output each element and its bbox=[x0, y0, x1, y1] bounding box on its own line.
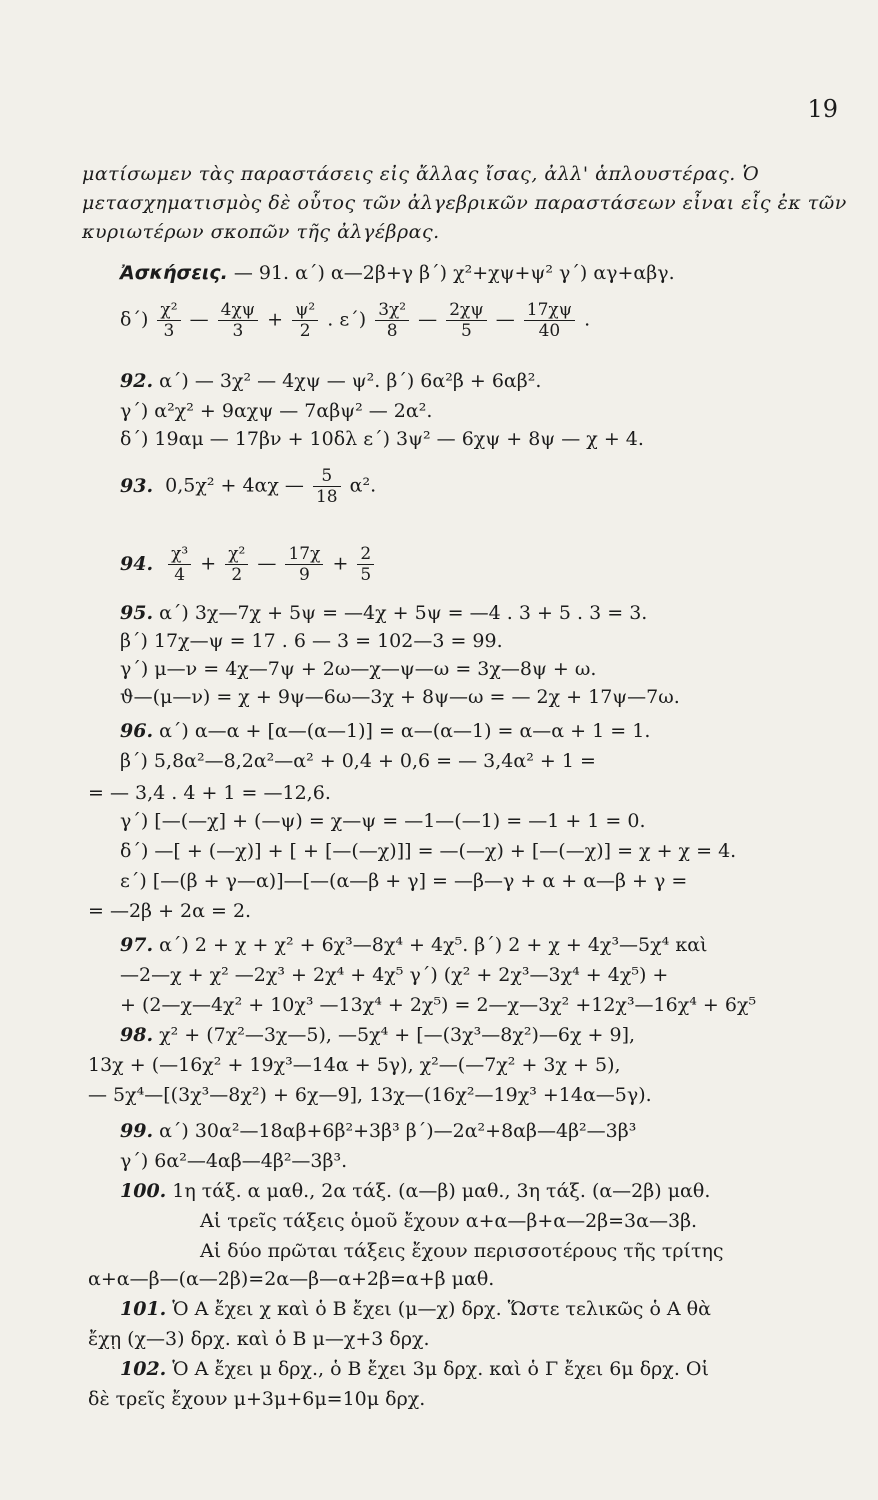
fraction: $\frac{2}{5}$ bbox=[357, 544, 374, 585]
exercise-number: 94. bbox=[120, 552, 154, 575]
operator: . bbox=[584, 308, 591, 331]
exercise-95-line-1 bbox=[120, 602, 647, 624]
exercises-heading: Ἀσκήσεις. bbox=[120, 262, 228, 284]
exercise-text: α². bbox=[349, 474, 377, 497]
exercise-102-line-1 bbox=[120, 1358, 709, 1380]
exercise-92-line-1 bbox=[120, 370, 541, 392]
exercise-96-line-7: = —2β + 2α = 2. bbox=[88, 900, 252, 922]
exercise-96-line-2: β΄) 5,8α²—8,2α²—α² + 0,4 + 0,6 = — 3,4α² + 1 = bbox=[120, 750, 596, 772]
exercise-98-line-1 bbox=[120, 1024, 635, 1046]
exercise-100-line-3: Αἱ δύο πρῶται τάξεις ἔχουν περισσοτέρους τῆς τρίτης bbox=[200, 1240, 724, 1262]
exercise-93 bbox=[120, 466, 376, 507]
exercise-text: Ὁ Α ἔχει χ καὶ ὁ Β ἔχει (μ—χ) δρχ. Ὥστε τελικῶς ὁ Α θὰ bbox=[172, 1298, 711, 1320]
exercise-98-line-2: 13χ + (—16χ² + 19χ³—14α + 5γ), χ²—(—7χ² + 3χ + 5), bbox=[88, 1054, 621, 1076]
exercise-102-line-2: δὲ τρεῖς ἔχουν μ+3μ+6μ=10μ δρχ. bbox=[88, 1388, 426, 1410]
exercise-number: 102. bbox=[120, 1358, 167, 1380]
fraction: $\frac{\text{3χ²}}{8}$ bbox=[375, 300, 409, 341]
operator: — bbox=[257, 552, 277, 575]
exercise-text: 1η τάξ. α μαθ., 2α τάξ. (α—β) μαθ., 3η τάξ. (α—2β) μαθ. bbox=[172, 1180, 711, 1202]
exercise-text: Ὁ Α ἔχει μ δρχ., ὁ Β ἔχει 3μ δρχ. καὶ ὁ Γ ἔχει 6μ δρχ. Οἱ bbox=[172, 1358, 709, 1380]
exercise-text: α΄) 2 + χ + χ² + 6χ³—8χ⁴ + 4χ⁵. β΄) 2 + χ + 4χ³—5χ⁴ καὶ bbox=[159, 934, 708, 956]
fraction: $\frac{\text{ψ²}}{2}$ bbox=[292, 300, 318, 341]
exercise-100-line-1 bbox=[120, 1180, 710, 1202]
intro-paragraph: ματίσωμεν τὰς παραστάσεις εἰς ἄλλας ἴσας, ἀλλ' ἁπλουστέρας. Ὁ μετασχηματισμὸς δὲ οὗτος τῶν ἀλγεβρικῶν παραστάσεων εἶναι εἷς ἐκ τῶν κυριωτέρων σκοπῶν τῆς ἀλγέβρας. bbox=[82, 163, 847, 243]
exercise-text: χ² + (7χ²—3χ—5), —5χ⁴ + [—(3χ³—8χ²)—6χ + 9], bbox=[159, 1024, 636, 1046]
exercise-text: α΄) α—α + [α—(α—1)] = α—(α—1) = α—α + 1 = 1. bbox=[159, 720, 651, 742]
exercise-text: 0,5χ² + 4αχ — bbox=[165, 474, 304, 497]
exercise-95-line-2: β΄) 17χ—ψ = 17 . 6 — 3 = 102—3 = 99. bbox=[120, 630, 503, 652]
exercise-number: 93. bbox=[120, 474, 154, 497]
fraction: $\frac{17\chi}{9}$ bbox=[285, 544, 323, 585]
exercise-96-line-5: δ΄) —[ + (—χ)] + [ + [—(—χ)]] = —(—χ) + [—(—χ)] = χ + χ = 4. bbox=[120, 840, 737, 862]
exercise-number: 100. bbox=[120, 1180, 167, 1202]
fraction: $\frac{\text{χ³}}{4}$ bbox=[168, 544, 191, 585]
exercise-94 bbox=[120, 544, 377, 585]
exercise-92-line-3: δ΄) 19αμ — 17βν + 10δλ ε΄) 3ψ² — 6χψ + 8ψ — χ + 4. bbox=[120, 428, 644, 450]
exercise-97-line-1 bbox=[120, 934, 707, 956]
exercise-96-line-6: ε΄) [—(β + γ—α)]—[—(α—β + γ] = —β—γ + α + α—β + γ = bbox=[120, 870, 688, 892]
fraction: $\frac{17\chi\psi}{40}$ bbox=[524, 300, 575, 341]
exercise-97-line-3: + (2—χ—4χ² + 10χ³ —13χ⁴ + 2χ⁵) = 2—χ—3χ² +12χ³—16χ⁴ + 6χ⁵ bbox=[120, 994, 757, 1016]
exercise-91-line-2 bbox=[120, 300, 590, 341]
exercise-96-line-1 bbox=[120, 720, 650, 742]
exercise-99-line-2: γ΄) 6α²—4αβ—4β²—3β³. bbox=[120, 1150, 348, 1172]
operator: — bbox=[418, 308, 438, 331]
part-label: . ε΄) bbox=[327, 308, 367, 331]
operator: + bbox=[200, 552, 217, 575]
exercise-100-line-2: Αἱ τρεῖς τάξεις ὁμοῦ ἔχουν α+α—β+α—2β=3α—3β. bbox=[200, 1210, 698, 1232]
exercise-97-line-2: —2—χ + χ² —2χ³ + 2χ⁴ + 4χ⁵ γ΄) (χ² + 2χ³—3χ⁴ + 4χ⁵) + bbox=[120, 964, 669, 986]
fraction: $\frac{\text{χ²}}{2}$ bbox=[225, 544, 248, 585]
exercise-96-line-3: = — 3,4 . 4 + 1 = —12,6. bbox=[88, 782, 331, 804]
exercise-91-parts-abc: — 91. α΄) α—2β+γ β΄) χ²+χψ+ψ² γ΄) αγ+αβγ. bbox=[233, 262, 675, 284]
exercise-number: 96. bbox=[120, 720, 154, 742]
fraction: $\frac{2\chi\psi}{5}$ bbox=[446, 300, 486, 341]
exercise-text: α΄) 3χ—7χ + 5ψ = —4χ + 5ψ = —4 . 3 + 5 . 3 = 3. bbox=[159, 602, 648, 624]
exercise-95-line-3: γ΄) μ—ν = 4χ—7ψ + 2ω—χ—ψ—ω = 3χ—8ψ + ω. bbox=[120, 658, 597, 680]
exercise-98-line-3: — 5χ⁴—[(3χ³—8χ²) + 6χ—9], 13χ—(16χ²—19χ³ +14α—5γ). bbox=[88, 1084, 652, 1106]
fraction: $\frac{5}{18}$ bbox=[313, 466, 341, 507]
exercise-92-line-2: γ΄) α²χ² + 9αχψ — 7αβψ² — 2α². bbox=[120, 400, 433, 422]
exercise-91-line-1 bbox=[120, 262, 675, 284]
exercise-number: 95. bbox=[120, 602, 154, 624]
exercise-text: α΄) — 3χ² — 4χψ — ψ². β΄) 6α²β + 6αβ². bbox=[159, 370, 542, 392]
exercise-101-line-2: ἔχῃ (χ—3) δρχ. καὶ ὁ Β μ—χ+3 δρχ. bbox=[88, 1328, 430, 1350]
exercise-96-line-4: γ΄) [—(—χ] + (—ψ) = χ—ψ = —1—(—1) = —1 + 1 = 0. bbox=[120, 810, 646, 832]
operator: — bbox=[189, 308, 209, 331]
operator: + bbox=[332, 552, 349, 575]
exercise-number: 92. bbox=[120, 370, 154, 392]
exercise-95-line-4: ϑ—(μ—ν) = χ + 9ψ—6ω—3χ + 8ψ—ω = — 2χ + 17ψ—7ω. bbox=[120, 686, 680, 708]
exercise-99-line-1 bbox=[120, 1120, 636, 1142]
exercise-100-line-4: α+α—β—(α—2β)=2α—β—α+2β=α+β μαθ. bbox=[88, 1268, 495, 1290]
exercise-text: α΄) 30α²—18αβ+6β²+3β³ β΄)—2α²+8αβ—4β²—3β³ bbox=[159, 1120, 637, 1142]
exercise-number: 101. bbox=[120, 1298, 167, 1320]
page-number: 19 bbox=[807, 95, 838, 123]
part-label: δ΄) bbox=[120, 308, 149, 331]
operator: + bbox=[267, 308, 284, 331]
exercise-number: 98. bbox=[120, 1024, 154, 1046]
operator: — bbox=[495, 308, 515, 331]
exercise-number: 97. bbox=[120, 934, 154, 956]
exercise-101-line-1 bbox=[120, 1298, 711, 1320]
fraction: $\frac{\text{χ²}}{3}$ bbox=[157, 300, 180, 341]
fraction: $\frac{4\chi\psi}{3}$ bbox=[218, 300, 258, 341]
exercise-number: 99. bbox=[120, 1120, 154, 1142]
